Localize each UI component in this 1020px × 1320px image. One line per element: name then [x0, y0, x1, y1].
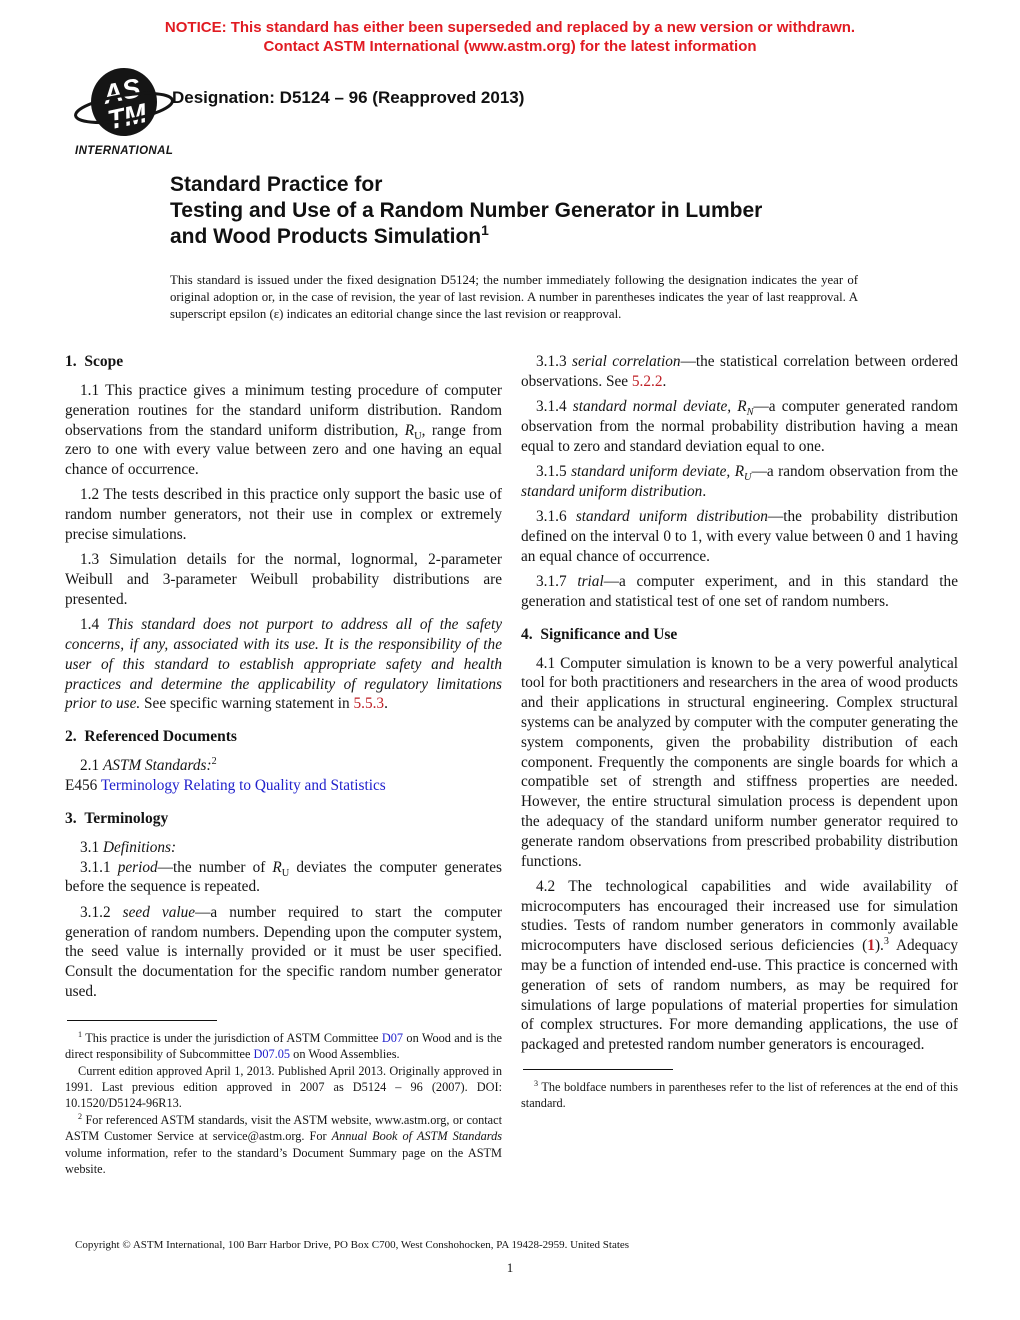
paragraph-3-1-3: 3.1.3 serial correlation—the statistical correlation between ordered observations. See 5.2.2.	[521, 353, 958, 390]
title-line-3: and Wood Products Simulation$^1$	[170, 222, 489, 248]
title-line-2: Testing and Use of a Random Number Generator in Lumber	[170, 199, 763, 222]
paragraph-3-1-6: 3.1.6 standard uniform distribution—the probability distribution defined on the interval 0 to 1, with every value between 0 and 1 having an equal chance of occurrence.	[521, 508, 958, 565]
footnote-3: $^3$ The boldface numbers in parentheses refer to the list of references at the end of this standard.	[521, 1078, 958, 1111]
title-line-1: Standard Practice for	[170, 173, 383, 196]
paragraph-2-1: 2.1 ASTM Standards:$^2$	[80, 756, 217, 775]
paragraph-3-1-2: 3.1.2 seed value—a number required to start the computer generation of random numbers. Depending upon the computer system, the seed value is internally provided or it must be user specified. Consult the documentation for the specific random number generator used.	[65, 903, 502, 1000]
copyright-line: Copyright © ASTM International, 100 Barr Harbor Drive, PO Box C700, West Conshohocken, PA 19428-2959. United States	[75, 1239, 630, 1251]
reference-1-link[interactable]: 1	[867, 937, 875, 955]
section-4-heading: 4. Significance and Use	[521, 625, 678, 643]
superseded-notice	[0, 18, 1020, 56]
paragraph-3-1-1: 3.1.1 period—the number of $R_U$ deviates the computer generates before the sequence is repeated.	[65, 858, 502, 896]
ref-5-5-3-link[interactable]: 5.5.3	[353, 695, 385, 713]
footnote-1-edition: Current edition approved April 1, 2013. Published April 2013. Originally approved in 1991. Last previous edition approved in 2007 as D5124 – 96 (2007). DOI: 10.1520/D5124-96R13.	[65, 1063, 502, 1111]
paragraph-3-1-7: 3.1.7 trial—a computer experiment, and in this standard the generation and statistical test of one set of random numbers.	[521, 572, 958, 610]
d07-link[interactable]: D07	[381, 1030, 404, 1045]
footnote-separator-left	[67, 1020, 217, 1021]
d07-05-link[interactable]: D07.05	[253, 1047, 291, 1062]
astm-globe-icon	[72, 64, 182, 160]
footnote-separator-right	[523, 1069, 673, 1070]
footnote-2: $^2$ For referenced ASTM standards, visit the ASTM website, www.astm.org, or contact ASTM Customer Service at service@astm.org. For Annual Book of ASTM Standards volume information, refer to the standard’s Document Summary page on the ASTM website.	[65, 1111, 502, 1176]
logo-international-text: INTERNATIONAL	[75, 145, 174, 157]
paragraph-4-1: 4.1 Computer simulation is known to be a very powerful analytical tool for both practitioners and researchers in the area of wood products and their applications in structural engineering. Complex structural systems can be analyzed by computer with the computer generating the system components, given the probability distribution of each component. Frequently the components are single boards for which a compatible set of strength and stiffness properties are needed. However, the entire structural simulation process is dependent upon the adequacy of the standard uniform number generator required to generate random observations from prescribed probability distribution functions.	[521, 654, 958, 870]
paragraph-1-3: 1.3 Simulation details for the normal, lognormal, 2-parameter Weibull and 3-parameter Weibull probability distributions are presented.	[65, 551, 502, 608]
page-number: 1	[506, 1260, 514, 1275]
footnote-1: $^1$ This practice is under the jurisdiction of ASTM Committee D07 on Wood and is the direct responsibility of Subcommittee D07.05 on Wood Assemblies.	[65, 1029, 503, 1062]
svg-text:AS: AS	[100, 72, 144, 110]
left-column	[65, 344, 502, 1177]
notice-line-2: Contact ASTM International (www.astm.org) for the latest information	[263, 38, 757, 55]
paragraph-1-4: 1.4 This standard does not purport to address all of the safety concerns, if any, associated with its use. It is the responsibility of the user of this standard to establish appropriate safety and health practices and determine the applicability of regulatory limitations prior to use. See specific warning statement in 5.5.3.	[65, 616, 502, 713]
designation-line: Designation: D5124 – 96 (Reapproved 2013)	[172, 88, 525, 107]
ref-5-2-2-link[interactable]: 5.2.2	[631, 372, 663, 390]
section-3-heading: 3. Terminology	[65, 809, 169, 827]
paragraph-1-2: 1.2 The tests described in this practice only support the basic use of random number generators, not their use in complex or extremely precise simulations.	[65, 486, 502, 544]
standard-preamble: This standard is issued under the fixed designation D5124; the number immediately following the designation indicates the year of original adoption or, in the case of revision, the year of last revision. A number in parentheses indicates the year of last reapproval. A superscript epsilon (ε) indicates an editorial change since the last revision or reapproval.	[170, 273, 858, 321]
paragraph-3-1-4: 3.1.4 standard normal deviate, $R_N—a$ computer generated random observation from the normal probability distribution having a mean equal to zero and standard deviation equal to one.	[521, 398, 958, 455]
astm-logo	[72, 64, 182, 160]
section-2-heading: 2. Referenced Documents	[65, 728, 237, 746]
right-footnotes	[521, 1069, 958, 1112]
e456-link[interactable]: Terminology Relating to Quality and Statistics	[100, 777, 386, 795]
paragraph-3-1: 3.1 Definitions:	[80, 838, 177, 856]
paragraph-3-1-5: 3.1.5 standard uniform deviate, $R_U—a$ random observation from the standard uniform distribution.	[521, 462, 958, 500]
reference-e456: E456 Terminology Relating to Quality and Statistics	[65, 777, 386, 795]
svg-text:TM: TM	[104, 97, 150, 136]
paragraph-1-1: 1.1 This practice gives a minimum testing procedure of computer generation routines for the standard uniform distribution. Random observations from the standard uniform distribution, $R_U$, range from zero to one with every value between zero and one having an equal chance of occurrence.	[65, 382, 502, 479]
section-1-heading: 1. Scope	[65, 353, 124, 370]
left-footnotes	[65, 1020, 502, 1178]
document-title	[170, 172, 930, 250]
notice-line-1: NOTICE: This standard has either been superseded and replaced by a new version or withdrawn.	[164, 19, 856, 36]
right-column	[521, 344, 958, 1112]
paragraph-4-2: 4.2 The technological capabilities and wide availability of microcomputers has encouraged their increased use for simulation studies. Tests of random number generators in commonly available microcomputers have disclosed serious deficiencies (1).$^3$ Adequacy may be a function of intended end-use. This practice is concerned with generation of sets of random numbers, as may be required for simulations of large populations of material properties for simulation of complex structures. For more demanding applications, the use of packaged and pretested random number generators is encouraged.	[521, 877, 958, 1054]
